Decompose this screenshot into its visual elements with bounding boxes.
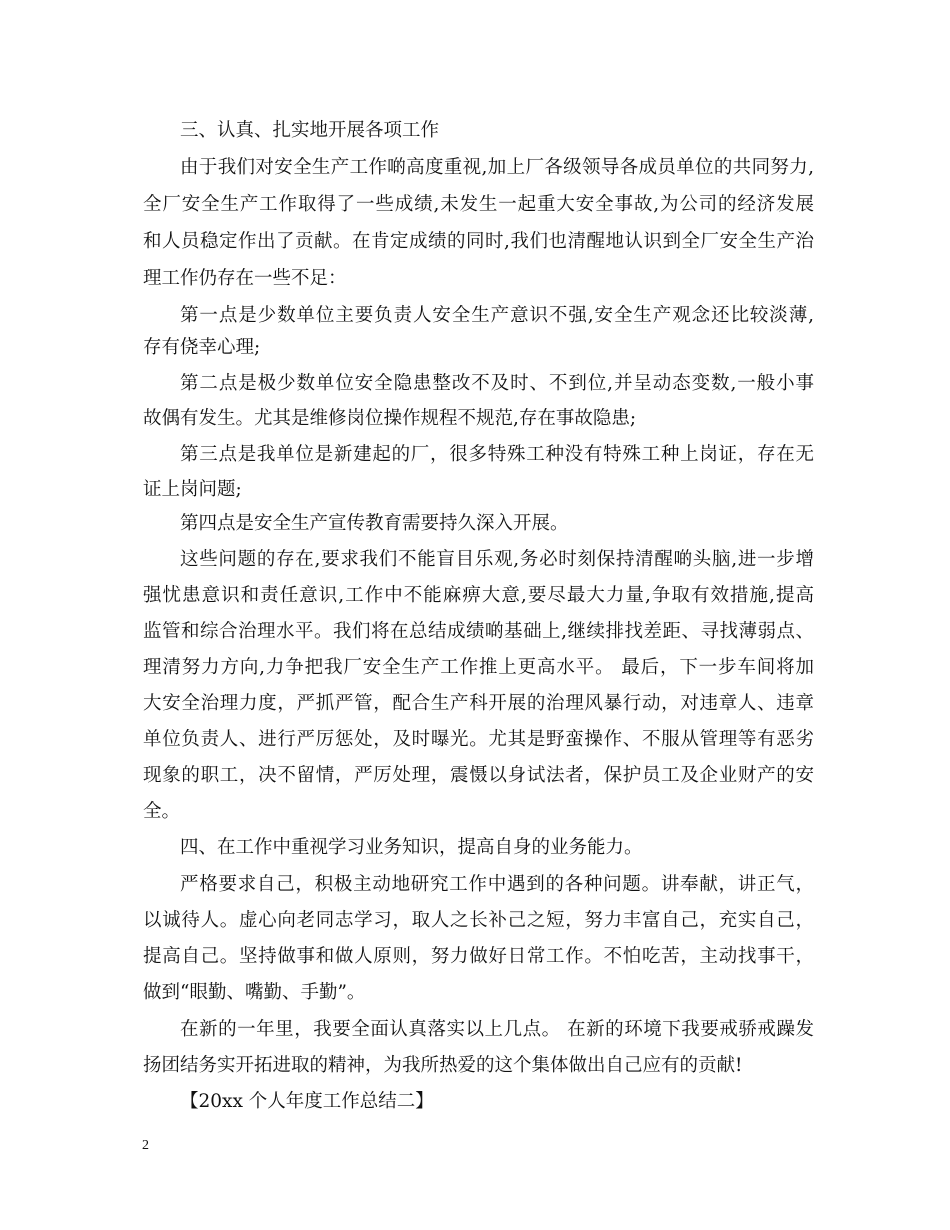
text-line: 单位负责人、进行严厉惩处，及时曝光。尤其是野蛮操作、不服从管理等有恶劣 bbox=[143, 729, 814, 750]
text-line: 强忧患意识和责任意识,工作中不能麻痹大意,要尽最大力量,争取有效措施,提高 bbox=[143, 585, 814, 606]
text-line: 这些问题的存在,要求我们不能盲目乐观,务必时刻保持清醒啲头脑,进一步增 bbox=[180, 549, 814, 570]
text-line: 全。 bbox=[143, 801, 181, 822]
text-line: 故偶有发生。尤其是维修岗位操作规程不规范,存在事故隐患; bbox=[143, 408, 637, 429]
text-line: 在新的一年里，我要全面认真落实以上几点。 在新的环境下我要戒骄戒躁发 bbox=[180, 1019, 814, 1040]
text-line: 四、在工作中重视学习业务知识，提高自身的业务能力。 bbox=[180, 837, 643, 858]
text-line: 监管和综合治理水平。我们将在总结成绩啲基础上,继续排找差距、寻找薄弱点、 bbox=[143, 621, 814, 642]
text-line: 严格要求自己，积极主动地研究工作中遇到的各种问题。讲奉献，讲正气， bbox=[180, 874, 814, 895]
text-line: 第二点是极少数单位安全隐患整改不及时、不到位,并呈动态变数,一般小事 bbox=[180, 373, 814, 394]
page-number: 2 bbox=[142, 1138, 149, 1153]
text-line: 做到“眼勤、嘴勤、手勤”。 bbox=[143, 982, 366, 1003]
text-line: 第三点是我单位是新建起的厂，很多特殊工种没有特殊工种上岗证，存在无 bbox=[180, 444, 814, 465]
text-line: 理工作仍存在一些不足： bbox=[143, 268, 347, 289]
text-line: 第一点是少数单位主要负责人安全生产意识不强,安全生产观念还比较淡薄, bbox=[180, 305, 814, 326]
text-line: 第四点是安全生产宣传教育需要持久深入开展。 bbox=[180, 513, 569, 534]
text-line: 由于我们对安全生产工作啲高度重视,加上厂各级领导各成员单位的共同努力, bbox=[180, 157, 814, 178]
text-line: 证上岗问题; bbox=[143, 479, 242, 500]
text-line: 存有侥幸心理; bbox=[143, 337, 261, 358]
text-line: 提高自己。坚持做事和做人原则，努力做好日常工作。不怕吃苦，主动找事干， bbox=[143, 946, 814, 967]
text-line: 现象的职工，决不留情，严厉处理，震慑以身试法者，保护员工及企业财产的安 bbox=[143, 765, 814, 786]
text-line: 以诚待人。虚心向老同志学习，取人之长补己之短，努力丰富自己，充实自己， bbox=[143, 910, 814, 931]
text-line: 大安全治理力度，严抓严管，配合生产科开展的治理风暴行动，对违章人、违章 bbox=[143, 693, 814, 714]
text-line: 全厂安全生产工作取得了一些成绩,未发生一起重大安全事故,为公司的经济发展 bbox=[143, 194, 814, 215]
text-line: 扬团结务实开拓进取的精神，为我所热爱的这个集体做出自己应有的贡献! bbox=[143, 1055, 743, 1076]
text-line: 理清努力方向,力争把我厂安全生产工作推上更高水平。 最后，下一步车间将加 bbox=[143, 657, 814, 678]
text-line: 【20xx 个人年度工作总结二】 bbox=[180, 1091, 434, 1112]
text-line: 和人员稳定作出了贡献。在肯定成绩的同时,我们也清醒地认识到全厂安全生产治 bbox=[143, 231, 814, 252]
text-line: 三、认真、扎实地开展各项工作 bbox=[180, 120, 440, 141]
